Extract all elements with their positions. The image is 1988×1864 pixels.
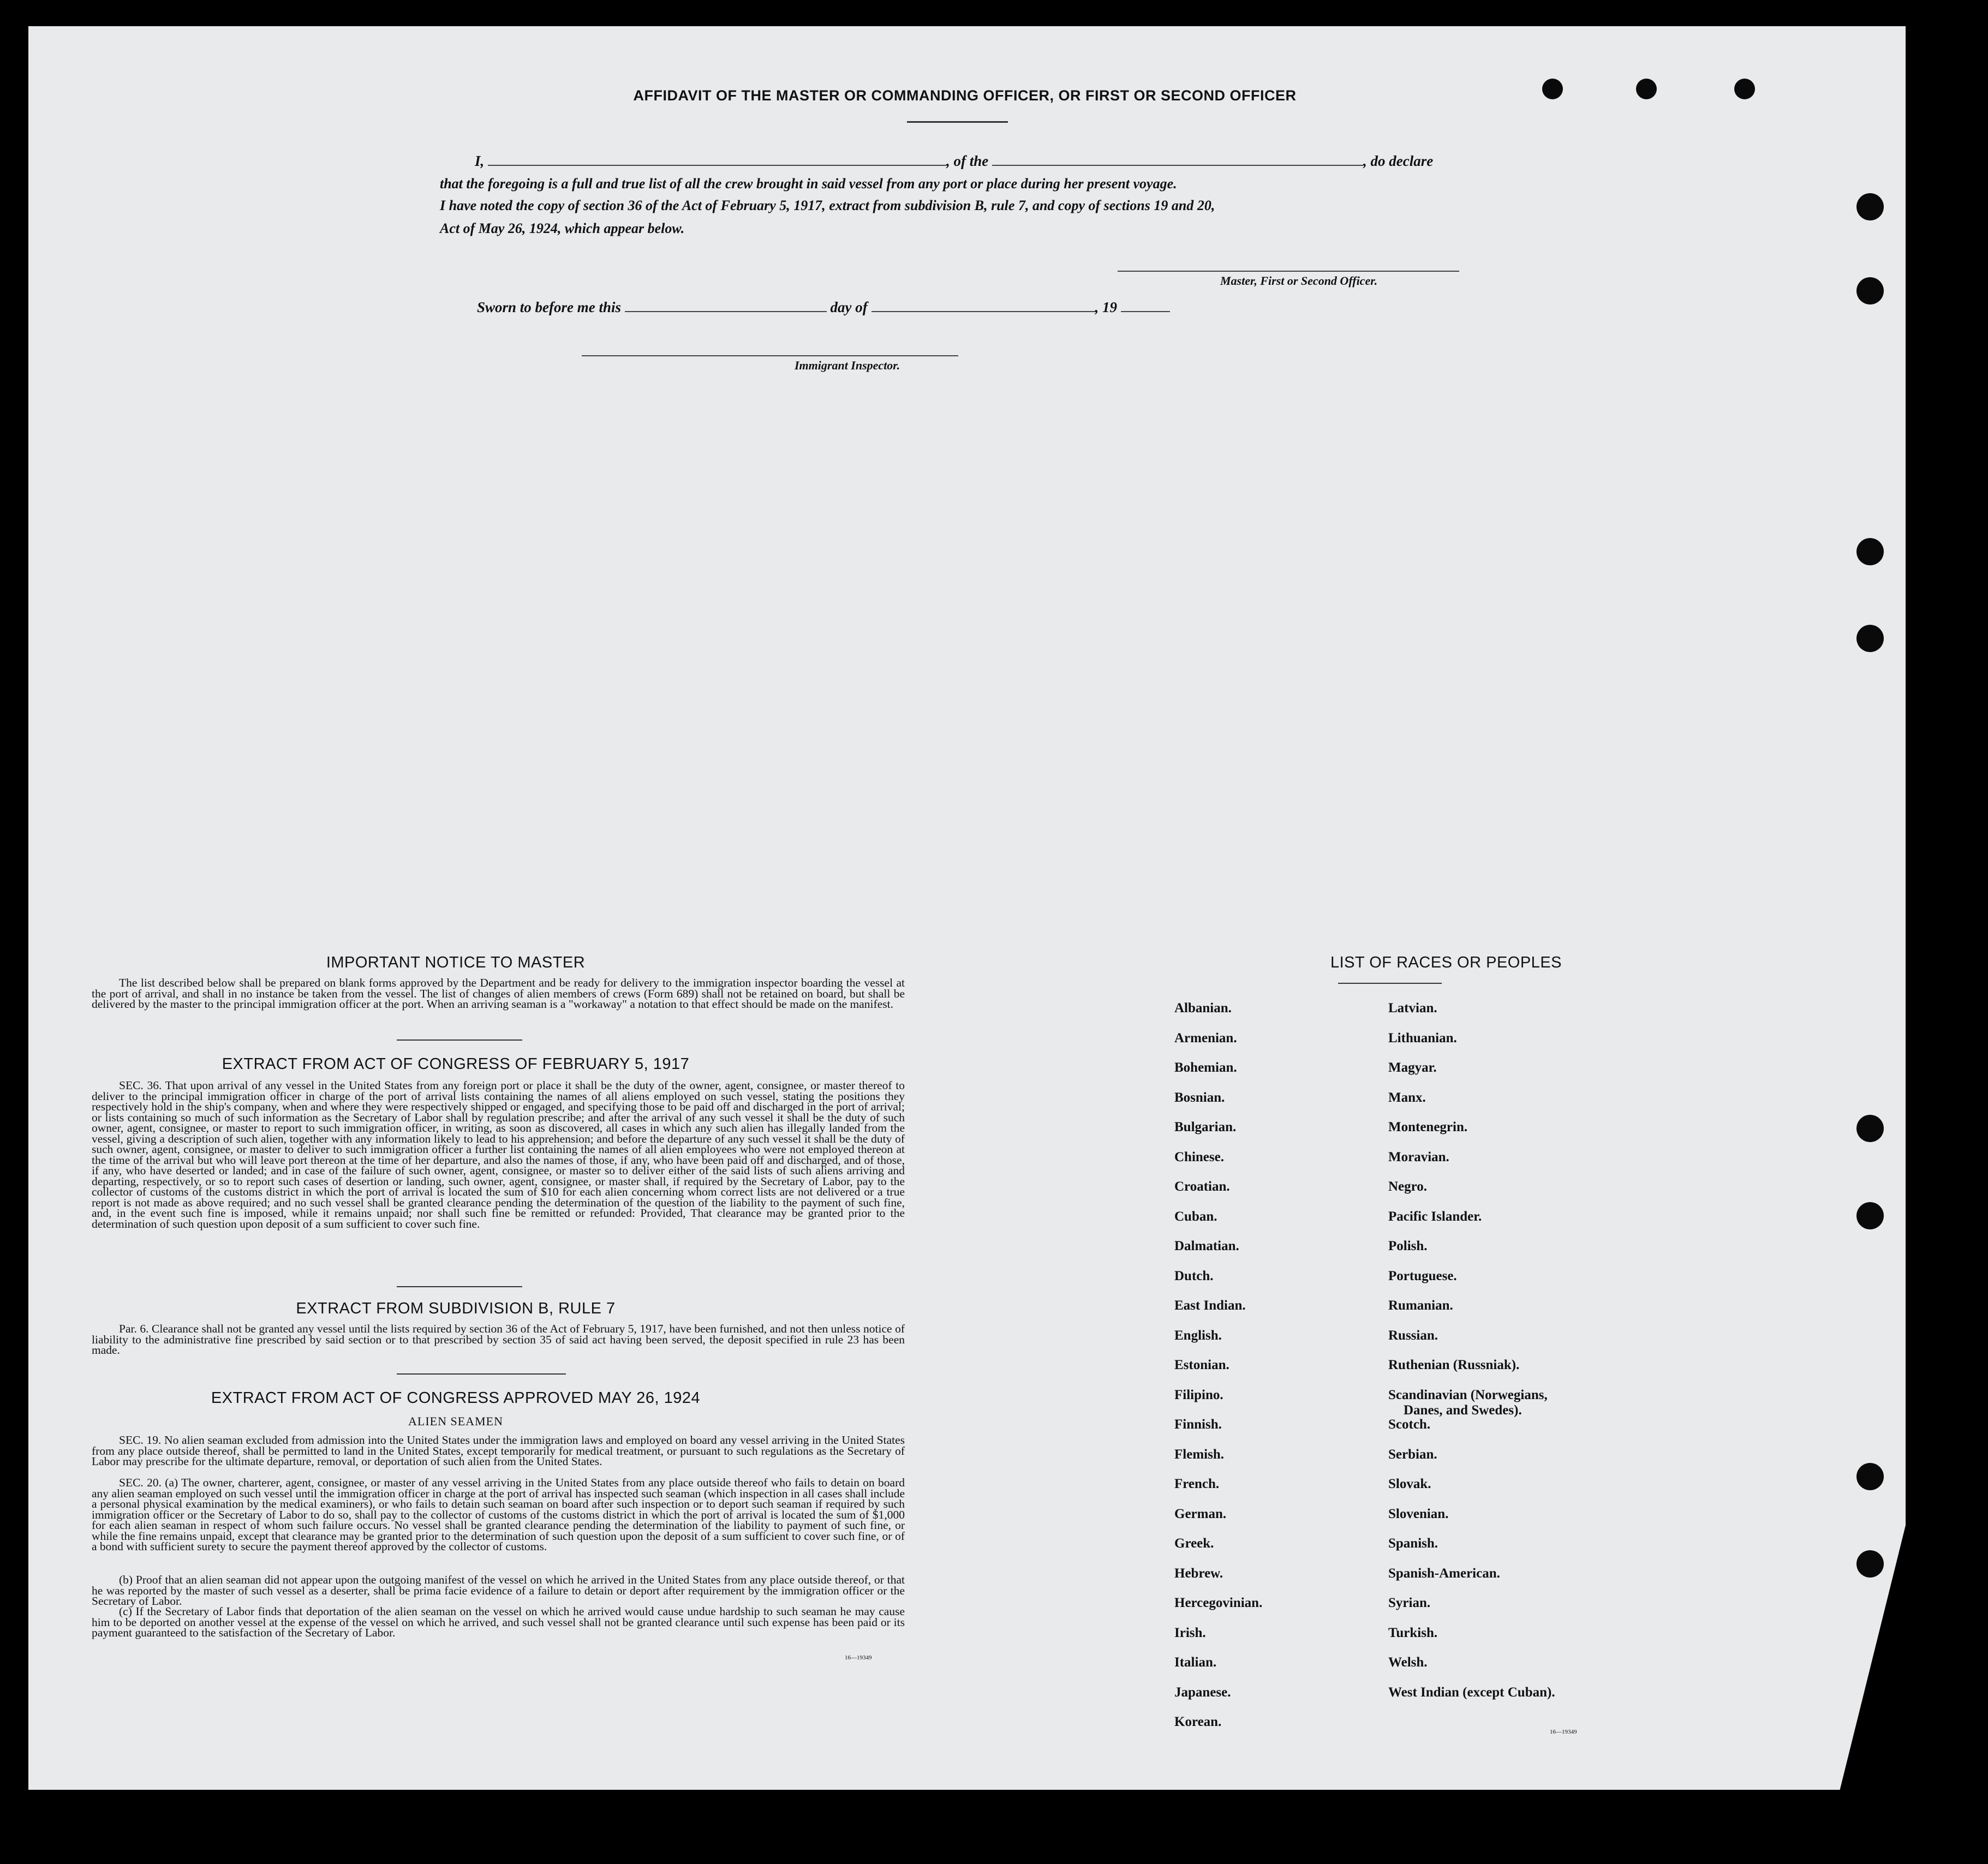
divider <box>397 1286 522 1287</box>
race-item: German. <box>1174 1506 1227 1521</box>
race-item: Pacific Islander. <box>1388 1209 1482 1224</box>
race-item: Hercegovinian. <box>1174 1596 1263 1610</box>
master-signature-caption: Master, First or Second Officer. <box>1220 274 1378 288</box>
race-item: English. <box>1174 1328 1222 1343</box>
race-item: Lithuanian. <box>1388 1030 1457 1045</box>
punch-hole <box>1856 277 1884 304</box>
divider <box>397 1373 566 1375</box>
vessel-field[interactable] <box>992 154 1363 166</box>
name-field[interactable] <box>488 154 946 166</box>
punch-hole <box>1856 1550 1884 1578</box>
race-item: Cuban. <box>1174 1209 1217 1224</box>
race-item: Albanian. <box>1174 1001 1232 1015</box>
race-item: Welsh. <box>1388 1655 1428 1670</box>
inspector-signature-line[interactable] <box>582 355 958 356</box>
punch-hole <box>1856 1463 1884 1490</box>
divider <box>907 121 1008 123</box>
race-item: Scotch. <box>1388 1417 1431 1432</box>
race-item: Japanese. <box>1174 1684 1231 1700</box>
race-item: Portuguese. <box>1388 1268 1457 1283</box>
punch-hole <box>1856 1115 1884 1142</box>
races-title: LIST OF RACES OR PEOPLES <box>1330 954 1562 971</box>
i-label: I, <box>475 153 485 169</box>
race-item: Russian. <box>1388 1328 1438 1343</box>
divider <box>1338 983 1442 984</box>
race-item: Estonian. <box>1174 1358 1229 1372</box>
race-item: Finnish. <box>1174 1417 1222 1432</box>
race-item: Dalmatian. <box>1174 1239 1239 1253</box>
extract-1924-subtitle: ALIEN SEAMEN <box>408 1414 503 1428</box>
race-item: Spanish-American. <box>1388 1566 1500 1581</box>
sworn-line <box>477 299 1170 316</box>
race-item: Hebrew. <box>1174 1566 1223 1581</box>
day-of-label: day of <box>830 299 868 315</box>
affidavit-line-3: I have noted the copy of section 36 of the Act of February 5, 1917, extract from subdivision B, rule 7, and copy of sections 19 and 20, <box>440 198 1215 213</box>
punch-hole <box>1856 193 1884 220</box>
sworn-label: Sworn to before me this <box>477 299 622 315</box>
sec20a-text: SEC. 20. (a) The owner, charterer, agent, consignee, or master of any vessel arriving in the United States from any place outside thereof who fails to detain on board any alien seaman employed on such vessel until the immigration officer in charge at the port of arrival has inspected such seaman (which inspection in all cases shall include a personal physical examination by the medical examiners), or who fails to detain such seaman on board after such inspection or to deport such seaman if required by such immigration officer or the Secretary of Labor to do so, shall pay to the collector of customs of the customs district in which the port of arrival is located the sum of $1,000 for each alien seaman in respect of whom such failure occurs. No vessel shall be granted clearance pending the determination of the liability to payment of such fine, or while the fine remains unpaid, except that clearance may be granted prior to the determination of such question upon the deposit of a sum sufficient to cover such fine, or of a bond with sufficient surety to secure the payment thereof approved by the collector of customs. <box>92 1476 905 1553</box>
race-item: Flemish. <box>1174 1447 1224 1462</box>
extract-1924-title: EXTRACT FROM ACT OF CONGRESS APPROVED MAY 26, 1924 <box>211 1389 701 1407</box>
notice-text: The list described below shall be prepared on blank forms approved by the Department and be ready for delivery to the immigration inspector boarding the vessel at the port of arrival, and shall in no instance be taken from the vessel. The list of changes of alien members of crews (Form 689) shall not be retained on board, but shall be delivered by the master to the principal immigration officer at the port. When an arriving seaman is a "workaway" a notation to that effect should be made on the manifest. <box>92 976 905 1011</box>
rule7-text: Par. 6. Clearance shall not be granted any vessel until the lists required by section 36 of the Act of February 5, 1917, have been furnished, and not then unless notice of liability to the administrative fine prescribed by said section or to that prescribed by section 35 of said act having been served, the deposit specified in rule 23 has been made. <box>92 1322 905 1357</box>
race-item: Bulgarian. <box>1174 1120 1237 1134</box>
extract-1917-title: EXTRACT FROM ACT OF CONGRESS OF FEBRUARY 5, 1917 <box>222 1055 690 1073</box>
extract-1917-text: SEC. 36. That upon arrival of any vessel in the United States from any foreign port or place it shall be the duty of the owner, agent, consignee, or master thereof to deliver to the principal immigration officer in charge of the port of arrival lists containing the names of all aliens employed on such vessel, stating the positions they respectively hold in the ship's company, when and where they were respectively shipped or engaged, and specifying those to be paid off and discharged in the port of arrival; or lists containing so much of such information as the Secretary of Labor shall by regulation prescribe; and after the arrival of any such vessel it shall be the duty of such owner, agent, consignee, or master to report to such immigration officer, in writing, as soon as discovered, all cases in which any such alien has illegally landed from the vessel, giving a description of such alien, together with any information likely to lead to his apprehension; and before the departure of any such vessel it shall be the duty of such owner, agent, consignee, or master to deliver to such immigration officer a further list containing the names of all alien employees who were not employed thereon at the time of the arrival but who will leave port thereon at the time of her departure, and also the names of those, if any, who have been paid off and discharged, and of those, if any, who have deserted or landed; and in case of the failure of such owner, agent, consignee, or master so to deliver either of the said lists of such aliens arriving and departing, respectively, or so to report such cases of desertion or landing, such owner, agent, consignee, or master shall, if required by the Secretary of Labor, pay to the collector of customs of the customs district in which the port of arrival is located the sum of $10 for each alien concerning whom correct lists are not delivered or a true report is not made as above required; and no such vessel shall be granted clearance pending the determination of the question of the liability to the payment of such fine, and, in the event such fine is imposed, while it remains unpaid; nor shall such fine be remitted or refunded: Provided, That clearance may be granted prior to the determination of such question upon deposit of a sum sufficient to cover such fine. <box>92 1079 905 1230</box>
race-item: French. <box>1174 1477 1220 1491</box>
affidavit-title: AFFIDAVIT OF THE MASTER OR COMMANDING OFFICER, OR FIRST OR SECOND OFFICER <box>633 87 1297 104</box>
notice-title: IMPORTANT NOTICE TO MASTER <box>326 954 586 971</box>
race-item: Polish. <box>1388 1239 1428 1253</box>
race-item: Croatian. <box>1174 1179 1230 1194</box>
sworn-month-field[interactable] <box>871 300 1095 312</box>
form-number: 16—19349 <box>845 1654 872 1661</box>
race-item: Ruthenian (Russniak). <box>1388 1358 1520 1372</box>
do-declare-label: , do declare <box>1363 153 1434 169</box>
race-item: Chinese. <box>1174 1149 1224 1164</box>
race-item: Slovak. <box>1388 1477 1431 1491</box>
race-item: Italian. <box>1174 1655 1217 1670</box>
race-item: East Indian. <box>1174 1298 1246 1313</box>
race-item: Scandinavian (Norwegians, <box>1388 1387 1548 1402</box>
sec20c-text: (c) If the Secretary of Labor finds that deportation of the alien seaman on the vessel on which he arrived would cause undue hardship to such seaman he may cause him to be deported on another vessel at the expense of the vessel on which he arrived, and such vessel shall not be granted clearance until such expense has been paid or its payment guaranteed to the satisfaction of the Secretary of Labor. <box>92 1605 905 1639</box>
race-item: Korean. <box>1174 1714 1222 1729</box>
sworn-year-field[interactable] <box>1121 300 1170 312</box>
affidavit-line-4: Act of May 26, 1924, which appear below. <box>440 220 685 236</box>
affidavit-line-1 <box>475 153 1479 170</box>
race-item: Serbian. <box>1388 1447 1437 1462</box>
race-item: Dutch. <box>1174 1268 1214 1283</box>
punch-hole <box>1856 625 1884 652</box>
race-item: Bohemian. <box>1174 1060 1237 1075</box>
master-signature-line[interactable] <box>1118 271 1459 272</box>
year-label: , 19 <box>1095 299 1118 315</box>
rule7-title: EXTRACT FROM SUBDIVISION B, RULE 7 <box>296 1300 616 1317</box>
race-item: Negro. <box>1388 1179 1428 1194</box>
sec20b-text: (b) Proof that an alien seaman did not appear upon the outgoing manifest of the vessel on which he arrived in the United States from any place outside thereof, or that he was reported by the master of such vessel as a deserter, shall be prima facie evidence of a failure to detain or deport after requirement by the immigration officer or the Secretary of Labor. <box>92 1573 905 1608</box>
race-item: Slovenian. <box>1388 1506 1449 1521</box>
race-item: Manx. <box>1388 1090 1426 1105</box>
affidavit-line-2: that the foregoing is a full and true list of all the crew brought in said vessel from any port or place during her present voyage. <box>440 176 1177 192</box>
of-the-label: , of the <box>946 153 989 169</box>
race-item: Syrian. <box>1388 1596 1431 1610</box>
race-item: Moravian. <box>1388 1149 1449 1164</box>
race-item: Irish. <box>1174 1625 1206 1640</box>
race-item: Magyar. <box>1388 1060 1437 1075</box>
race-item: West Indian (except Cuban). <box>1388 1684 1555 1700</box>
race-item: Filipino. <box>1174 1387 1223 1402</box>
sworn-day-field[interactable] <box>625 300 827 312</box>
race-item: Armenian. <box>1174 1030 1237 1045</box>
race-item: Danes, and Swedes). <box>1404 1402 1522 1418</box>
punch-hole <box>1856 1202 1884 1229</box>
race-item: Bosnian. <box>1174 1090 1225 1105</box>
race-item: Turkish. <box>1388 1625 1438 1640</box>
sec19-text: SEC. 19. No alien seaman excluded from admission into the United States under the immigration laws and employed on board any vessel arriving in the United States from any place outside thereof, shall be permitted to land in the United States, except temporarily for medical treatment, or pursuant to such regulations as the Secretary of Labor may prescribe for the ultimate departure, removal, or deportation of such alien from the United States. <box>92 1433 905 1468</box>
punch-hole <box>1856 538 1884 565</box>
race-item: Spanish. <box>1388 1536 1438 1551</box>
inspector-caption: Immigrant Inspector. <box>795 359 900 372</box>
race-item: Greek. <box>1174 1536 1214 1551</box>
race-item: Latvian. <box>1388 1001 1437 1015</box>
races-form-number: 16—19349 <box>1550 1729 1577 1735</box>
race-item: Rumanian. <box>1388 1298 1453 1313</box>
divider <box>397 1039 522 1041</box>
race-item: Montenegrin. <box>1388 1120 1468 1134</box>
